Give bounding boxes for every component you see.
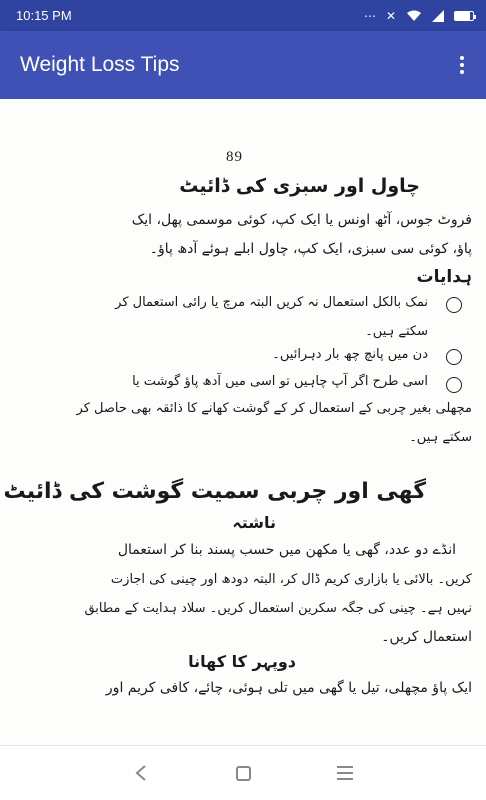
overflow-menu-icon[interactable] [454, 50, 470, 80]
bullet-icon [446, 377, 462, 393]
section1-line-1: فروٹ جوس، آٹھ اونس یا ایک کپ، کوئی موسمی پھل، ایک [131, 212, 472, 228]
nashta-heading: ناشتہ [232, 513, 276, 532]
bullet-line-2: دن میں پانچ چھ بار دہرائیں۔ [272, 347, 428, 362]
bullet-line-3b: مچھلی بغیر چربی کے استعمال کر کے گوشت کھانے کا ذائقہ بھی حاصل کر [76, 401, 472, 416]
bullet-icon [446, 349, 462, 365]
bullet-line-1b: سکتے ہیں۔ [365, 324, 428, 339]
bullet-line-3: اسی طرح اگر آپ چاہیں تو اسی میں آدھ پاؤ گوشت یا [132, 374, 428, 389]
section2-line-1: انڈے دو عدد، گھی یا مکھن میں حسب پسند بنا کر استعمال [117, 542, 456, 558]
signal-dots-icon: ⋯ [363, 8, 376, 23]
lunch-heading: دوپہر کا کھانا [188, 652, 296, 671]
wifi-icon [406, 10, 422, 22]
app-title: Weight Loss Tips [20, 53, 180, 76]
mute-icon: ✕ [385, 8, 396, 23]
status-time: 10:15 PM [16, 8, 72, 23]
page-number: 89 [226, 149, 243, 165]
status-bar [0, 0, 486, 31]
section2-line-3: نہیں ہے۔ چینی کی جگہ سکرین استعمال کریں۔ سلاد ہدایت کے مطابق [84, 601, 472, 616]
section2-line-4: استعمال کریں۔ [381, 629, 472, 645]
back-icon[interactable] [121, 753, 161, 793]
book-page-image [0, 99, 486, 745]
app-bar [0, 31, 486, 99]
section2-line-2: کریں۔ بالائی یا بازاری کریم ڈال کر، البتہ دودھ اور چینی کی اجازت [110, 572, 472, 587]
home-icon[interactable] [223, 753, 263, 793]
lunch-line: ایک پاؤ مچھلی، تیل یا گھی میں تلی ہوئی، چائے، کافی کریم اور [105, 680, 472, 696]
bullet-line-3c: سکتے ہیں۔ [409, 430, 472, 445]
section1-line-2: پاؤ، کوئی سی سبزی، ایک کپ، چاول ابلے ہوئے آدھ پاؤ۔ [149, 241, 472, 257]
bullet-icon [446, 297, 462, 313]
section1-heading: چاول اور سبزی کی ڈائیٹ [179, 175, 420, 197]
navigation-bar [0, 745, 486, 800]
cell-signal-icon [432, 10, 444, 22]
bullet-line-1: نمک بالکل استعمال نہ کریں البتہ مرچ یا رائی استعمال کر [115, 295, 428, 310]
hidayat-heading: ہدایات [416, 267, 472, 287]
status-icons [364, 9, 474, 23]
battery-icon [454, 11, 474, 21]
recents-icon[interactable] [325, 753, 365, 793]
section2-heading: گھی اور چربی سمیت گوشت کی ڈائیٹ [3, 479, 426, 504]
